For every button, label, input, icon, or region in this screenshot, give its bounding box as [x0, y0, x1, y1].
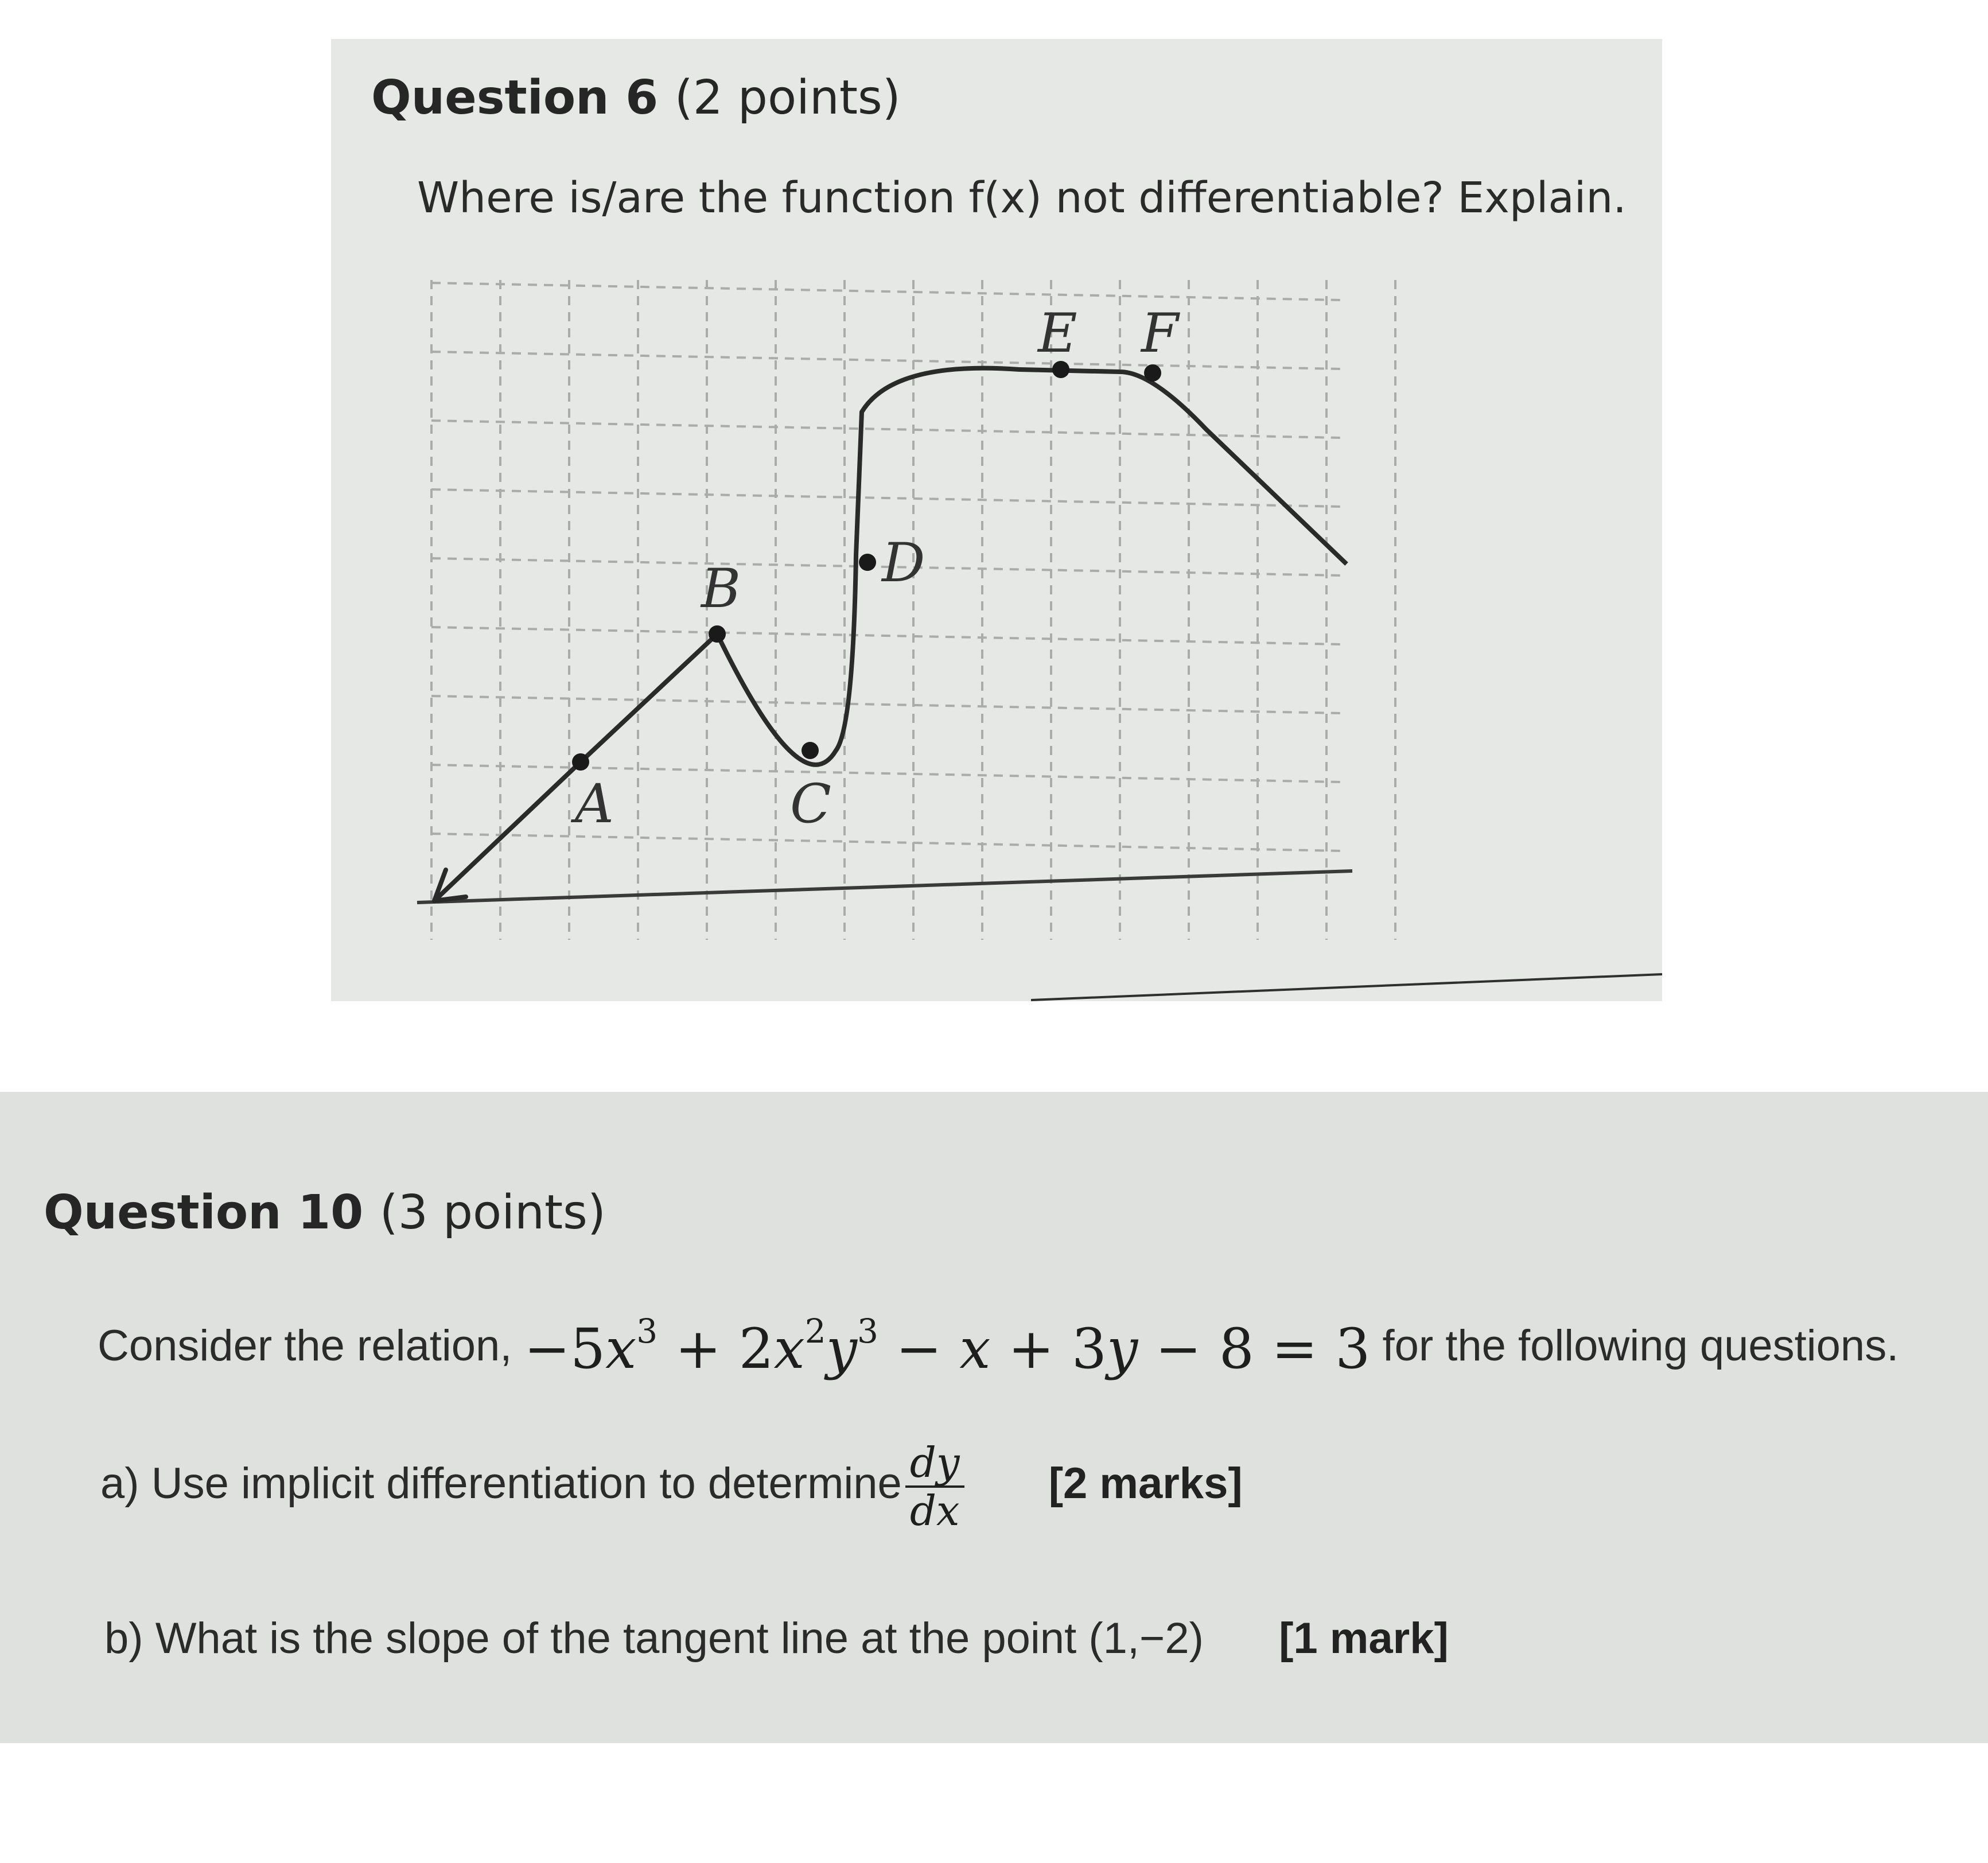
question-10-title	[44, 1185, 606, 1240]
question-10-panel	[0, 1092, 1988, 1743]
label-d: D	[882, 532, 925, 594]
question-points: (3 points)	[379, 1185, 606, 1240]
part-b-marks: [1 mark]	[1279, 1614, 1449, 1663]
label-c: C	[790, 773, 831, 835]
graph-grid	[431, 280, 1395, 940]
relation-intro: Consider the relation,	[98, 1321, 512, 1371]
part-a-text: a) Use implicit differentiation to determine	[100, 1459, 902, 1508]
question-number: Question 10	[44, 1185, 364, 1240]
point-a	[572, 753, 589, 771]
part-b-point: (1,−2)	[1088, 1614, 1204, 1663]
function-curve	[434, 368, 1347, 901]
relation-line	[98, 1312, 1899, 1381]
part-b	[104, 1614, 1449, 1663]
label-e: E	[1038, 302, 1077, 365]
question-points: (2 points)	[674, 71, 901, 125]
part-a-marks: [2 marks]	[1048, 1459, 1243, 1508]
point-d	[859, 554, 876, 571]
question-number: Question 6	[371, 71, 659, 125]
point-c	[802, 742, 819, 759]
function-graph	[331, 39, 1662, 1001]
question-6-panel	[331, 39, 1662, 1001]
x-axis	[417, 871, 1352, 903]
label-a: A	[575, 773, 614, 835]
point-b	[709, 625, 726, 643]
screen-edge-line	[1031, 974, 1662, 1000]
part-a	[100, 1438, 1243, 1535]
label-f: F	[1141, 302, 1179, 365]
question-6-prompt: Where is/are the function f(x) not differentiable? Explain.	[417, 173, 1627, 223]
label-b: B	[701, 558, 741, 620]
relation-outro: for the following questions.	[1382, 1321, 1899, 1371]
derivative-fraction: $\frac{dy}{dx}$	[905, 1442, 964, 1531]
part-b-text: b) What is the slope of the tangent line at the point	[104, 1614, 1077, 1663]
relation-equation: $-5x^3 + 2x^2y^3 - x + 3y - 8 = 3$	[524, 1312, 1371, 1381]
point-f	[1144, 364, 1161, 382]
